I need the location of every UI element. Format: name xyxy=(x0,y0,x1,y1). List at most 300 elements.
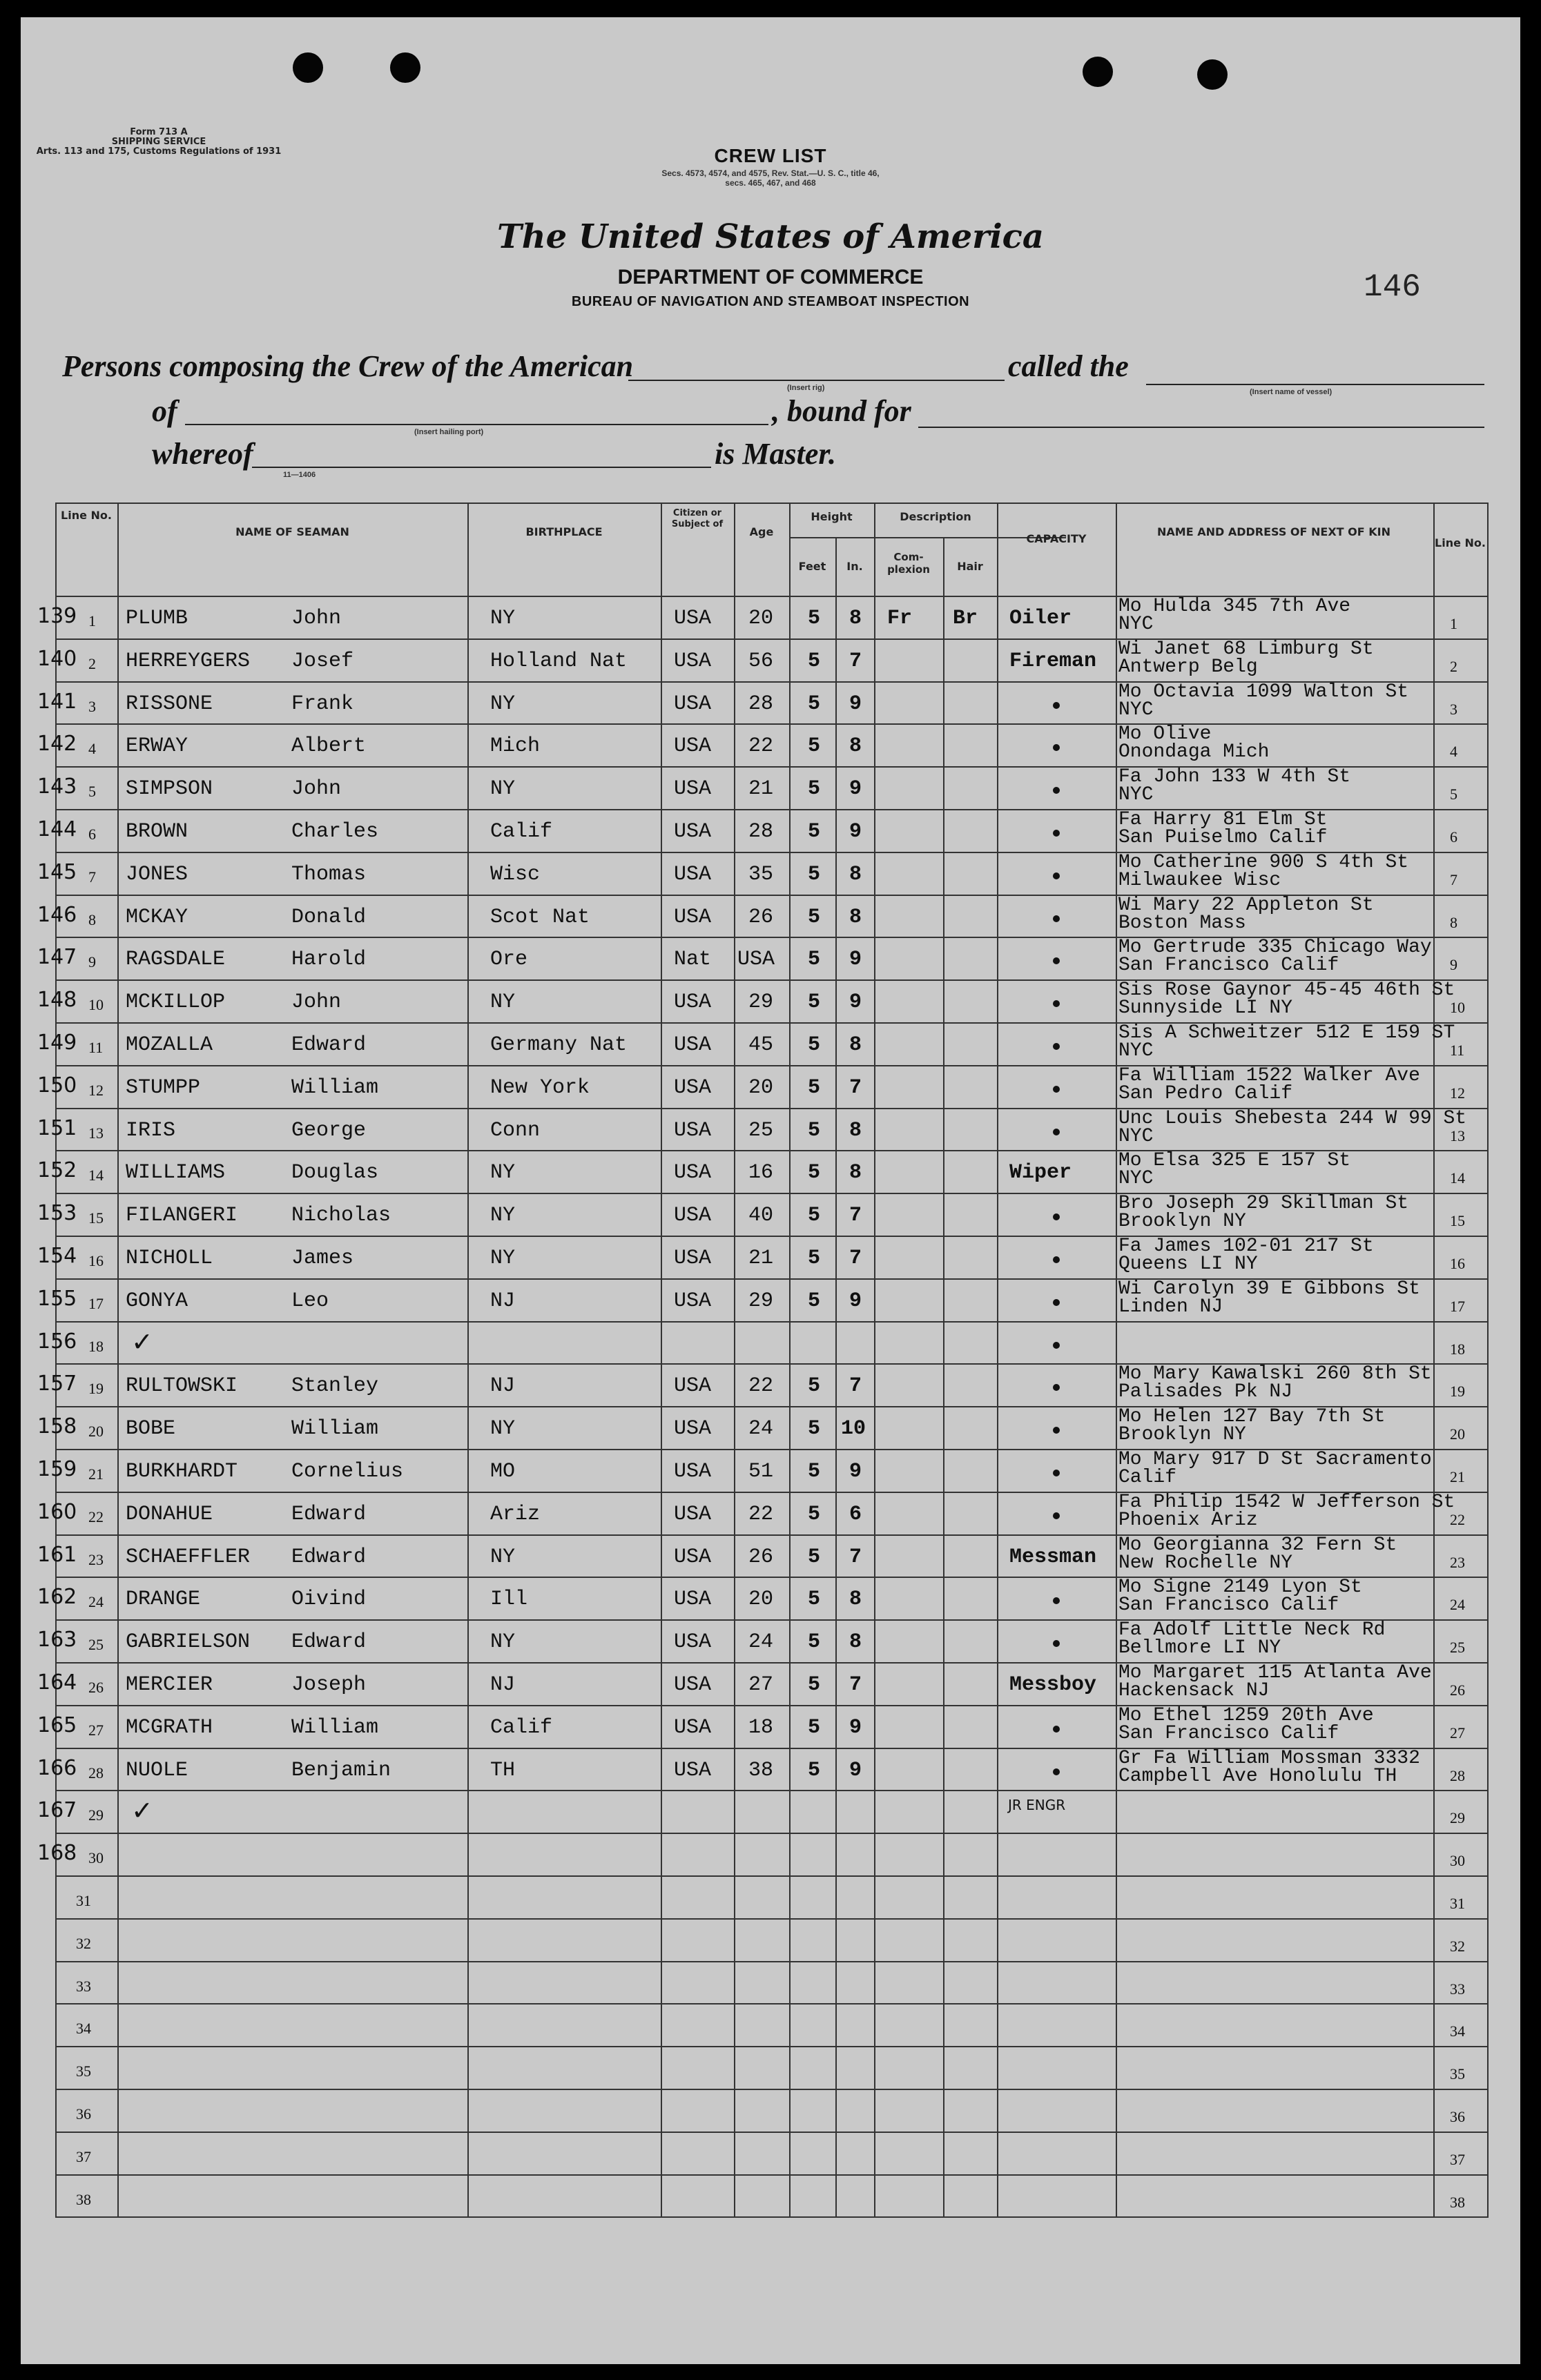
next-of-kin-name: Fa Adolf Little Neck Rd xyxy=(1118,1619,1386,1641)
birthplace: NY xyxy=(490,1545,516,1569)
line-number-right: 6 xyxy=(1450,828,1457,846)
age: 26 xyxy=(748,906,774,929)
next-of-kin-address: Onondaga Mich xyxy=(1118,741,1270,763)
header-description: Description xyxy=(900,510,971,523)
birthplace: Conn xyxy=(490,1119,541,1142)
height-feet: 5 xyxy=(808,906,821,929)
line-number-right: 30 xyxy=(1450,1852,1465,1869)
citizenship: USA xyxy=(674,1033,712,1057)
form-service: SHIPPING SERVICE xyxy=(111,137,206,147)
seaman-first-name: John xyxy=(291,607,342,630)
line-number: 21 xyxy=(88,1465,104,1483)
statute-line: Secs. 4573, 4574, and 4575, Rev. Stat.—U. S. C., title 46, xyxy=(661,168,880,178)
line-number-right: 18 xyxy=(1450,1340,1465,1358)
seaman-last-name: GONYA xyxy=(126,1289,188,1313)
handwritten-seq-number: 162 xyxy=(37,1585,77,1609)
seaman-first-name: John xyxy=(291,991,342,1014)
next-of-kin-name: Mo Mary 917 D St Sacramento xyxy=(1118,1449,1432,1470)
age: 45 xyxy=(748,1033,774,1057)
birthplace: NY xyxy=(490,1247,516,1270)
height-inches: 8 xyxy=(849,607,862,630)
citizenship: USA xyxy=(674,650,712,673)
line-number: 11 xyxy=(88,1039,104,1056)
age: 20 xyxy=(748,1076,774,1100)
seaman-last-name: BURKHARDT xyxy=(126,1460,238,1483)
line-number: 34 xyxy=(76,2020,91,2037)
line-number-right: 28 xyxy=(1450,1767,1465,1784)
height-inches: 8 xyxy=(849,1161,862,1184)
intro-of-label: of xyxy=(152,394,177,428)
height-feet: 5 xyxy=(808,1673,821,1697)
line-number: 15 xyxy=(88,1209,104,1227)
seaman-last-name: RAGSDALE xyxy=(126,948,226,971)
next-of-kin-address: San Pedro Calif xyxy=(1118,1083,1293,1104)
next-of-kin-address: San Puiselmo Calif xyxy=(1118,827,1328,848)
height-inches: 7 xyxy=(849,650,862,673)
seaman-first-name: Edward xyxy=(291,1545,367,1569)
header-citizen: Citizen or Subject of xyxy=(671,508,724,529)
handwritten-seq-number: 157 xyxy=(37,1372,77,1396)
height-inches: 7 xyxy=(849,1247,862,1270)
next-of-kin-name: Mo Ethel 1259 20th Ave xyxy=(1118,1705,1374,1726)
age: 22 xyxy=(748,734,774,758)
seaman-last-name: NICHOLL xyxy=(126,1247,213,1270)
handwritten-seq-number: 148 xyxy=(37,988,77,1012)
header-feet: Feet xyxy=(798,560,826,573)
seaman-first-name: Frank xyxy=(291,692,354,716)
insert-rig-note: (Insert rig) xyxy=(787,384,825,392)
insert-vessel-note: (Insert name of vessel) xyxy=(1250,388,1332,396)
line-number: 30 xyxy=(88,1849,104,1866)
height-inches: 7 xyxy=(849,1204,862,1227)
line-number-right: 19 xyxy=(1450,1383,1465,1400)
seaman-last-name: DONAHUE xyxy=(126,1503,213,1526)
page-number: 146 xyxy=(1364,269,1421,305)
next-of-kin-name: Wi Carolyn 39 E Gibbons St xyxy=(1118,1278,1420,1300)
line-number: 19 xyxy=(88,1380,104,1397)
next-of-kin-address: Milwaukee Wisc xyxy=(1118,870,1281,891)
next-of-kin-name: Mo Georgianna 32 Fern St xyxy=(1118,1534,1397,1556)
line-number-right: 2 xyxy=(1450,658,1457,675)
birthplace: NY xyxy=(490,1204,516,1227)
line-number: 27 xyxy=(88,1721,104,1739)
birthplace: NY xyxy=(490,777,516,801)
seaman-last-name: MOZALLA xyxy=(126,1033,213,1057)
form-number: Form 713 A xyxy=(130,127,188,137)
line-number-right: 9 xyxy=(1450,956,1457,973)
next-of-kin-name: Fa William 1522 Walker Ave xyxy=(1118,1065,1420,1086)
seaman-first-name: Charles xyxy=(291,820,379,843)
line-number-right: 4 xyxy=(1450,743,1457,760)
header-age: Age xyxy=(749,525,774,538)
citizenship: USA xyxy=(674,1161,712,1184)
next-of-kin-name: Bro Joseph 29 Skillman St xyxy=(1118,1193,1409,1214)
line-number-right: 21 xyxy=(1450,1468,1465,1485)
intro-master-label: is Master. xyxy=(715,437,837,471)
height-feet: 5 xyxy=(808,1119,821,1142)
birthplace: New York xyxy=(490,1076,590,1100)
next-of-kin-address: Hackensack NJ xyxy=(1118,1680,1270,1701)
next-of-kin-name: Mo Mary Kawalski 260 8th St xyxy=(1118,1363,1432,1385)
birthplace: Calif xyxy=(490,820,553,843)
citizenship: USA xyxy=(674,1630,712,1654)
handwritten-seq-number: 159 xyxy=(37,1457,77,1481)
ditto-mark xyxy=(1053,1043,1060,1050)
row-divider xyxy=(55,723,1489,725)
handwritten-seq-number: 152 xyxy=(37,1158,77,1182)
next-of-kin-address: Antwerp Belg xyxy=(1118,656,1258,678)
row-divider xyxy=(55,2003,1489,2005)
height-feet: 5 xyxy=(808,1460,821,1483)
seaman-last-name: MCKAY xyxy=(126,906,188,929)
header-line-no-right: Line No. xyxy=(1435,536,1486,549)
birthplace: NJ xyxy=(490,1289,516,1313)
height-feet: 5 xyxy=(808,948,821,971)
seaman-first-name: Edward xyxy=(291,1630,367,1654)
punch-hole xyxy=(390,52,420,83)
line-number: 36 xyxy=(76,2105,91,2123)
checkmark: ✓ xyxy=(131,1795,153,1826)
print-code: 11—1406 xyxy=(283,471,316,479)
seaman-first-name: Edward xyxy=(291,1033,367,1057)
line-number-right: 33 xyxy=(1450,1980,1465,1998)
ditto-mark xyxy=(1053,1640,1060,1647)
statute-line: secs. 465, 467, and 468 xyxy=(725,178,816,188)
citizenship: USA xyxy=(674,607,712,630)
header-height: Height xyxy=(811,510,853,523)
row-divider xyxy=(55,2089,1489,2090)
punch-hole xyxy=(1197,59,1228,90)
header-birthplace: BIRTHPLACE xyxy=(525,525,603,538)
handwritten-seq-number: 163 xyxy=(37,1628,77,1652)
line-number-right: 15 xyxy=(1450,1212,1465,1229)
height-feet: 5 xyxy=(808,991,821,1014)
next-of-kin-name: Mo Margaret 115 Atlanta Ave xyxy=(1118,1662,1432,1684)
seaman-first-name: William xyxy=(291,1076,379,1100)
seaman-last-name: WILLIAMS xyxy=(126,1161,226,1184)
handwritten-seq-number: 154 xyxy=(37,1244,77,1268)
line-number-right: 1 xyxy=(1450,615,1457,632)
capacity: Wiper xyxy=(1009,1161,1072,1184)
next-of-kin-address: NYC xyxy=(1118,1126,1154,1147)
line-number: 37 xyxy=(76,2148,91,2165)
line-number-right: 11 xyxy=(1450,1042,1465,1059)
seaman-last-name: ERWAY xyxy=(126,734,188,758)
seaman-last-name: MERCIER xyxy=(126,1673,213,1697)
ditto-mark xyxy=(1053,702,1060,709)
line-number-right: 24 xyxy=(1450,1596,1465,1613)
seaman-last-name: RISSONE xyxy=(126,692,213,716)
ditto-mark xyxy=(1053,1213,1060,1220)
citizenship: USA xyxy=(674,1119,712,1142)
next-of-kin-address: Linden NJ xyxy=(1118,1296,1223,1318)
citizenship: USA xyxy=(674,1460,712,1483)
next-of-kin-address: Brooklyn NY xyxy=(1118,1211,1246,1232)
age: 27 xyxy=(748,1673,774,1697)
line-number: 13 xyxy=(88,1124,104,1142)
next-of-kin-name: Mo Elsa 325 E 157 St xyxy=(1118,1150,1351,1171)
ditto-mark xyxy=(1053,1256,1060,1263)
line-number: 18 xyxy=(88,1338,104,1355)
seaman-last-name: SIMPSON xyxy=(126,777,213,801)
next-of-kin-name: Unc Louis Shebesta 244 W 99 St xyxy=(1118,1108,1467,1129)
line-number: 10 xyxy=(88,996,104,1013)
next-of-kin-address: Boston Mass xyxy=(1118,913,1246,934)
ditto-mark xyxy=(1053,1512,1060,1519)
row-divider xyxy=(55,1918,1489,1920)
next-of-kin-name: Wi Janet 68 Limburg St xyxy=(1118,638,1374,660)
line-number-right: 14 xyxy=(1450,1169,1465,1187)
ditto-mark xyxy=(1053,1597,1060,1604)
birthplace: Ill xyxy=(490,1588,528,1611)
capacity: Messman xyxy=(1009,1545,1097,1569)
row-divider xyxy=(55,1321,1489,1323)
age: 20 xyxy=(748,1588,774,1611)
birthplace: NJ xyxy=(490,1374,516,1398)
height-feet: 5 xyxy=(808,1630,821,1654)
handwritten-seq-number: 142 xyxy=(37,732,77,756)
line-number-right: 25 xyxy=(1450,1639,1465,1656)
birthplace: NY xyxy=(490,1161,516,1184)
next-of-kin-address: Bellmore LI NY xyxy=(1118,1637,1281,1659)
height-feet: 5 xyxy=(808,1503,821,1526)
birthplace: NY xyxy=(490,1630,516,1654)
line-number: 23 xyxy=(88,1551,104,1568)
height-inches: 8 xyxy=(849,906,862,929)
height-feet: 5 xyxy=(808,1247,821,1270)
height-inches: 9 xyxy=(849,1289,862,1313)
next-of-kin-address: NYC xyxy=(1118,699,1154,721)
birthplace: Mich xyxy=(490,734,541,758)
handwritten-seq-number: 164 xyxy=(37,1670,77,1695)
age: 24 xyxy=(748,1630,774,1654)
line-number-right: 5 xyxy=(1450,786,1457,803)
age: 56 xyxy=(748,650,774,673)
next-of-kin-name: Mo Gertrude 335 Chicago Way xyxy=(1118,937,1432,958)
birthplace: Calif xyxy=(490,1716,553,1739)
height-inches: 8 xyxy=(849,1119,862,1142)
handwritten-seq-number: 167 xyxy=(37,1798,77,1822)
seaman-last-name: DRANGE xyxy=(126,1588,201,1611)
capacity: Oiler xyxy=(1009,607,1072,630)
age: 22 xyxy=(748,1374,774,1398)
handwritten-seq-number: 158 xyxy=(37,1414,77,1438)
age: 29 xyxy=(748,991,774,1014)
line-number-right: 31 xyxy=(1450,1895,1465,1912)
line-number-right: 34 xyxy=(1450,2022,1465,2040)
department-heading: DEPARTMENT OF COMMERCE xyxy=(617,266,924,289)
ditto-mark xyxy=(1053,1384,1060,1391)
ditto-mark xyxy=(1053,787,1060,794)
citizenship: USA xyxy=(674,1417,712,1441)
seaman-last-name: HERREYGERS xyxy=(126,650,251,673)
line-number: 2 xyxy=(88,655,96,672)
height-feet: 5 xyxy=(808,607,821,630)
line-number: 25 xyxy=(88,1636,104,1653)
capacity-handwritten: JR ENGR xyxy=(1008,1797,1066,1813)
seaman-first-name: William xyxy=(291,1716,379,1739)
age: 35 xyxy=(748,863,774,886)
handwritten-seq-number: 147 xyxy=(37,945,77,969)
line-number: 6 xyxy=(88,826,96,843)
birthplace: Holland Nat xyxy=(490,650,628,673)
citizenship: USA xyxy=(674,1673,712,1697)
line-number: 29 xyxy=(88,1806,104,1824)
line-number: 26 xyxy=(88,1679,104,1696)
next-of-kin-name: Mo Olive xyxy=(1118,723,1212,745)
next-of-kin-address: NYC xyxy=(1118,614,1154,635)
age: 24 xyxy=(748,1417,774,1441)
seaman-last-name: MCKILLOP xyxy=(126,991,226,1014)
seaman-first-name: Josef xyxy=(291,650,354,673)
header-next-of-kin: NAME AND ADDRESS OF NEXT OF KIN xyxy=(1157,525,1390,538)
next-of-kin-address: NYC xyxy=(1118,1168,1154,1189)
ditto-mark xyxy=(1053,1299,1060,1306)
line-number: 16 xyxy=(88,1252,104,1269)
row-divider xyxy=(55,2132,1489,2133)
handwritten-seq-number: 153 xyxy=(37,1201,77,1225)
citizenship: USA xyxy=(674,1503,712,1526)
seaman-last-name: IRIS xyxy=(126,1119,176,1142)
row-divider xyxy=(55,1875,1489,1877)
age: 22 xyxy=(748,1503,774,1526)
height-feet: 5 xyxy=(808,734,821,758)
header-capacity: CAPACITY xyxy=(1026,532,1087,545)
col-border xyxy=(943,537,944,2218)
seaman-last-name: BOBE xyxy=(126,1417,176,1441)
form-regulation: Arts. 113 and 175, Customs Regulations of 1931 xyxy=(36,146,282,157)
handwritten-seq-number: 150 xyxy=(37,1073,77,1098)
seaman-first-name: Nicholas xyxy=(291,1204,391,1227)
next-of-kin-name: Gr Fa William Mossman 3332 xyxy=(1118,1748,1420,1769)
handwritten-seq-number: 143 xyxy=(37,774,77,799)
line-number-right: 22 xyxy=(1450,1511,1465,1528)
line-number-right: 37 xyxy=(1450,2151,1465,2168)
citizenship: USA xyxy=(674,1204,712,1227)
seaman-first-name: William xyxy=(291,1417,379,1441)
age: 25 xyxy=(748,1119,774,1142)
line-number-right: 10 xyxy=(1450,999,1465,1016)
citizenship: USA xyxy=(674,1076,712,1100)
height-inches: 9 xyxy=(849,1460,862,1483)
age: USA xyxy=(737,948,775,971)
next-of-kin-address: Brooklyn NY xyxy=(1118,1424,1246,1445)
ditto-mark xyxy=(1053,744,1060,751)
handwritten-seq-number: 144 xyxy=(37,817,77,841)
birthplace: Scot Nat xyxy=(490,906,590,929)
height-inches: 9 xyxy=(849,1716,862,1739)
handwritten-seq-number: 151 xyxy=(37,1116,77,1140)
next-of-kin-name: Mo Signe 2149 Lyon St xyxy=(1118,1577,1362,1598)
line-number: 17 xyxy=(88,1295,104,1312)
height-inches: 9 xyxy=(849,820,862,843)
citizenship: USA xyxy=(674,692,712,716)
seaman-first-name: John xyxy=(291,777,342,801)
line-number-right: 23 xyxy=(1450,1554,1465,1571)
handwritten-seq-number: 149 xyxy=(37,1031,77,1055)
seaman-first-name: Joseph xyxy=(291,1673,367,1697)
height-inches: 8 xyxy=(849,1588,862,1611)
age: 26 xyxy=(748,1545,774,1569)
height-inches: 8 xyxy=(849,1630,862,1654)
ditto-mark xyxy=(1053,830,1060,837)
header-line-no: Line No. xyxy=(61,509,112,522)
seaman-last-name: RULTOWSKI xyxy=(126,1374,238,1398)
hair: Br xyxy=(953,607,978,630)
line-number: 20 xyxy=(88,1423,104,1440)
birthplace: Ariz xyxy=(490,1503,541,1526)
citizenship: USA xyxy=(674,1374,712,1398)
citizenship: USA xyxy=(674,1247,712,1270)
next-of-kin-name: Sis A Schweitzer 512 E 159 ST xyxy=(1118,1022,1455,1044)
height-feet: 5 xyxy=(808,1545,821,1569)
line-number: 12 xyxy=(88,1082,104,1099)
row-divider xyxy=(55,1961,1489,1962)
next-of-kin-name: Wi Mary 22 Appleton St xyxy=(1118,895,1374,916)
citizenship: USA xyxy=(674,777,712,801)
age: 40 xyxy=(748,1204,774,1227)
ditto-mark xyxy=(1053,1427,1060,1434)
document-title: CREW LIST xyxy=(714,145,827,166)
birthplace: NY xyxy=(490,692,516,716)
height-feet: 5 xyxy=(808,1716,821,1739)
line-number: 38 xyxy=(76,2191,91,2208)
citizenship: USA xyxy=(674,1716,712,1739)
line-number-right: 29 xyxy=(1450,1809,1465,1826)
seaman-last-name: STUMPP xyxy=(126,1076,201,1100)
handwritten-seq-number: 155 xyxy=(37,1287,77,1311)
seaman-last-name: BROWN xyxy=(126,820,188,843)
citizenship: USA xyxy=(674,1759,712,1782)
height-feet: 5 xyxy=(808,1289,821,1313)
handwritten-seq-number: 161 xyxy=(37,1543,77,1567)
line-number: 1 xyxy=(88,612,96,630)
next-of-kin-name: Fa Harry 81 Elm St xyxy=(1118,809,1328,830)
handwritten-seq-number: 145 xyxy=(37,860,77,884)
height-inches: 8 xyxy=(849,1033,862,1057)
line-number: 33 xyxy=(76,1978,91,1995)
ditto-mark xyxy=(1053,1086,1060,1093)
capacity: Fireman xyxy=(1009,650,1097,673)
birthplace: Ore xyxy=(490,948,528,971)
punch-hole xyxy=(1083,57,1113,87)
crew-table xyxy=(37,503,1489,2218)
intro-bound-for-label: , bound for xyxy=(772,394,911,428)
seaman-last-name: SCHAEFFLER xyxy=(126,1545,251,1569)
height-feet: 5 xyxy=(808,820,821,843)
birthplace: NY xyxy=(490,607,516,630)
bureau-heading: BUREAU OF NAVIGATION AND STEAMBOAT INSPECTION xyxy=(571,294,970,309)
citizenship: USA xyxy=(674,991,712,1014)
height-inches: 7 xyxy=(849,1545,862,1569)
age: 18 xyxy=(748,1716,774,1739)
age: 38 xyxy=(748,1759,774,1782)
next-of-kin-name: Fa James 102-01 217 St xyxy=(1118,1236,1374,1257)
line-number: 4 xyxy=(88,740,96,757)
birthplace: Germany Nat xyxy=(490,1033,628,1057)
handwritten-seq-number: 146 xyxy=(37,903,77,927)
intro-line-1-label: Persons composing the Crew of the American xyxy=(62,349,634,383)
ditto-mark xyxy=(1053,1726,1060,1733)
citizenship: USA xyxy=(674,863,712,886)
seaman-last-name: FILANGERI xyxy=(126,1204,238,1227)
citizenship: Nat xyxy=(674,948,712,971)
age: 16 xyxy=(748,1161,774,1184)
line-number-right: 17 xyxy=(1450,1298,1465,1315)
citizenship: USA xyxy=(674,1289,712,1313)
height-inches: 10 xyxy=(841,1417,866,1441)
birthplace: Wisc xyxy=(490,863,541,886)
